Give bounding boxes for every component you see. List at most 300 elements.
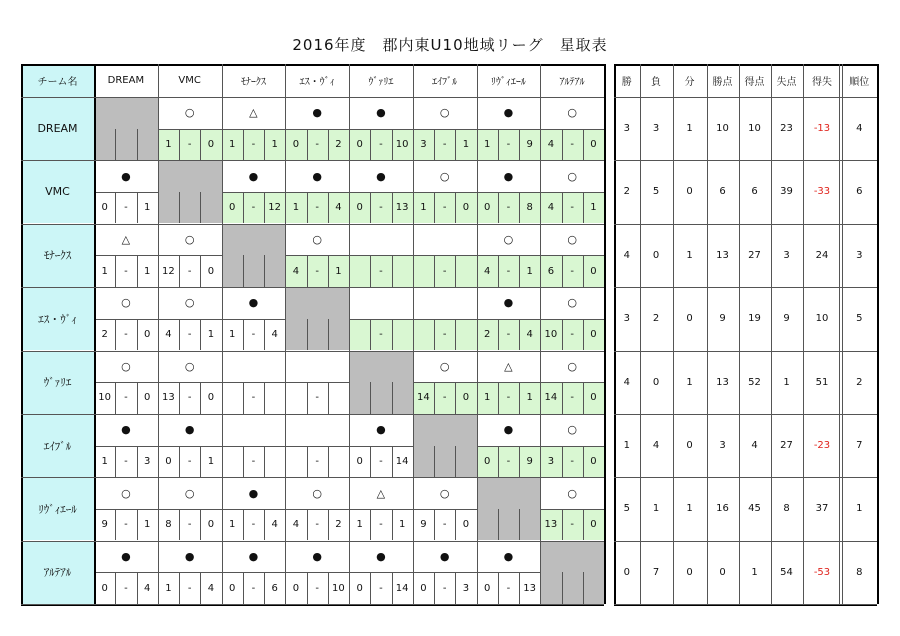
score-against: 1 (143, 519, 151, 531)
stat-value: 16 (716, 503, 729, 515)
score-dash: - (498, 192, 519, 224)
score-dash: - (562, 509, 583, 541)
score-for: 0 (228, 582, 236, 594)
stat-value: 3 (623, 123, 630, 134)
score-against: 0 (583, 255, 604, 287)
grid-line (328, 572, 329, 604)
stat-value: 9 (783, 313, 790, 325)
grid-line (349, 509, 413, 510)
score-for: 9 (101, 519, 108, 531)
stat-value: 7 (856, 440, 863, 451)
grid-line (200, 572, 201, 604)
grid-line (477, 319, 541, 320)
score-dash: - (562, 382, 583, 414)
score-against: 1 (328, 255, 349, 287)
stat-value: 3 (783, 249, 790, 261)
grid-line (222, 192, 286, 193)
score-for: 9 (420, 519, 427, 531)
score-against: 3 (462, 582, 470, 594)
stat-value: 5 (652, 186, 660, 198)
score-against: 4 (519, 319, 540, 351)
stat-value: 39 (780, 186, 793, 198)
stat-value: 4 (652, 440, 660, 451)
grid-line (803, 64, 804, 604)
grid-line (158, 382, 222, 383)
diagonal-cell (349, 382, 370, 414)
grid-line (21, 477, 604, 478)
score-for: 0 (222, 192, 243, 224)
score-against: 9 (519, 129, 540, 161)
grid-line (94, 509, 158, 510)
grid-line (158, 572, 222, 573)
stat-value: 9 (719, 313, 726, 325)
grid-line (434, 382, 435, 414)
score-for: 0 (356, 582, 363, 594)
grid-line (540, 129, 604, 130)
score-dash: - (307, 255, 328, 287)
grid-line (413, 319, 477, 320)
grid-line (370, 572, 371, 604)
grid-line (477, 64, 478, 604)
diagonal-cell (243, 255, 264, 287)
grid-line (264, 382, 265, 414)
header-stat-2: 分 (684, 77, 695, 88)
grid-line (115, 446, 116, 478)
score-dash: - (124, 519, 128, 531)
stat-value: 1 (783, 376, 790, 388)
score-against: 2 (335, 519, 342, 531)
result-symbol: ○ (439, 169, 450, 183)
score-for: 0 (356, 455, 363, 467)
diagonal-cell (498, 509, 519, 541)
score-against: 0 (207, 519, 215, 531)
score-against: 0 (455, 192, 476, 224)
score-dash: - (315, 392, 319, 404)
grid-line (137, 446, 138, 478)
diagonal-cell (285, 287, 349, 319)
grid-line (370, 192, 371, 224)
stat-value: 45 (748, 503, 761, 515)
score-for: 6 (540, 255, 561, 287)
stat-value: 1 (856, 503, 863, 515)
grid-line (519, 255, 520, 287)
score-against: 13 (523, 582, 536, 594)
grid-line (307, 446, 308, 478)
diagonal-cell (413, 414, 477, 446)
result-symbol: ● (121, 169, 131, 183)
grid-line (583, 192, 584, 224)
header-opponent-5: ｴｲﾌﾞﾙ (432, 77, 458, 88)
grid-line (137, 192, 138, 224)
grid-line (434, 192, 435, 224)
header-opponent-7: ｱﾙﾃｱﾙ (559, 77, 585, 88)
score-for: 1 (477, 382, 498, 414)
grid-line (498, 572, 499, 604)
result-symbol: ● (376, 106, 386, 120)
grid-line (519, 129, 520, 161)
stat-value: 6 (719, 186, 726, 198)
grid-line (519, 382, 520, 414)
stat-value: 51 (815, 376, 829, 388)
score-dash: - (562, 129, 583, 161)
score-dash: - (562, 446, 583, 478)
grid-line (562, 319, 563, 351)
grid-line (604, 64, 606, 604)
grid-line (413, 572, 477, 573)
grid-line (614, 287, 877, 288)
grid-line (614, 64, 616, 604)
grid-line (540, 446, 604, 447)
stat-value: 27 (748, 249, 761, 261)
score-for: 3 (413, 129, 434, 161)
grid-line (583, 572, 584, 604)
score-for: 13 (540, 509, 561, 541)
score-against: 8 (519, 192, 540, 224)
result-symbol: ○ (503, 233, 514, 247)
score-against: 1 (583, 192, 604, 224)
score-for: 1 (101, 265, 108, 277)
grid-line (158, 319, 222, 320)
stat-value: 13 (716, 376, 729, 388)
grid-line (179, 255, 180, 287)
score-dash: - (124, 265, 128, 277)
score-against: 3 (143, 455, 151, 467)
score-against (455, 319, 476, 351)
score-against: 14 (395, 582, 409, 594)
stat-value: 2 (652, 313, 660, 325)
grid-line (21, 414, 604, 415)
grid-line (264, 255, 265, 287)
grid-line (614, 351, 877, 352)
diagonal-cell (137, 129, 158, 161)
grid-line (285, 509, 349, 510)
team-name: DREAM (21, 97, 94, 160)
result-symbol: △ (249, 106, 258, 120)
grid-line (519, 509, 520, 541)
stat-value: 1 (652, 503, 660, 515)
grid-line (498, 319, 499, 351)
grid-line (179, 319, 180, 351)
score-dash: - (370, 192, 391, 224)
diagonal-cell (179, 192, 200, 224)
score-dash: - (315, 582, 319, 594)
grid-line (243, 319, 244, 351)
grid-line (264, 509, 265, 541)
grid-line (498, 192, 499, 224)
grid-line (328, 509, 329, 541)
grid-line (498, 509, 499, 541)
grid-line (222, 129, 286, 130)
page-title: 2016年度 郡内東U10地域リーグ 星取表 (292, 36, 608, 54)
result-symbol: ● (376, 169, 386, 183)
grid-line (434, 129, 435, 161)
score-dash: - (562, 255, 583, 287)
header-opponent-3: ｴｽ・ｳﾞｨ (299, 77, 335, 88)
score-dash: - (434, 129, 455, 161)
grid-line (115, 382, 116, 414)
grid-line (707, 64, 708, 604)
result-symbol: ● (503, 169, 514, 183)
grid-line (614, 477, 877, 478)
result-symbol: ○ (567, 423, 577, 437)
grid-line (392, 509, 393, 541)
score-against: 1 (519, 255, 540, 287)
grid-line (540, 319, 604, 320)
score-dash: - (243, 192, 264, 224)
diagonal-cell (562, 572, 583, 604)
grid-line (392, 129, 393, 161)
grid-line (370, 382, 371, 414)
grid-line (455, 446, 456, 478)
grid-line (328, 382, 329, 414)
score-dash: - (442, 519, 447, 531)
result-symbol (222, 414, 286, 446)
header-stat-3: 勝点 (712, 77, 733, 88)
result-symbol (413, 287, 477, 319)
result-symbol: ● (121, 423, 131, 437)
result-symbol: ● (376, 550, 386, 564)
score-against: 6 (271, 582, 278, 594)
grid-line (370, 129, 371, 161)
score-against: 1 (143, 265, 151, 277)
score-against: 1 (398, 519, 406, 531)
result-symbol: ● (248, 550, 259, 564)
grid-line (179, 382, 180, 414)
score-against (264, 446, 285, 478)
result-symbol: ○ (567, 169, 577, 183)
grid-line (94, 572, 158, 573)
result-symbol: ○ (439, 486, 450, 500)
grid-line (328, 192, 329, 224)
grid-line (583, 255, 584, 287)
grid-line (179, 129, 180, 161)
stat-value: 1 (686, 249, 693, 261)
diagonal-cell (264, 255, 285, 287)
stat-value: 0 (623, 566, 630, 578)
grid-line (115, 129, 116, 161)
header-stat-5: 失点 (776, 77, 797, 88)
stat-value: 54 (780, 566, 793, 578)
score-dash: - (379, 582, 383, 594)
grid-line (158, 255, 222, 256)
grid-line (307, 319, 308, 351)
stat-value: 3 (856, 249, 863, 261)
score-dash: - (124, 202, 128, 214)
grid-line (200, 255, 201, 287)
grid-line (222, 382, 286, 383)
score-for: 1 (165, 582, 172, 594)
grid-line (94, 192, 158, 193)
grid-line (583, 319, 584, 351)
diagonal-cell (222, 224, 286, 256)
grid-line (370, 509, 371, 541)
score-against: 0 (462, 519, 470, 531)
score-for: 0 (477, 192, 498, 224)
score-against: 9 (519, 446, 540, 478)
result-symbol: ○ (567, 233, 577, 247)
score-dash: - (434, 382, 455, 414)
header-team: チーム名 (21, 64, 94, 97)
score-dash: - (498, 382, 519, 414)
score-dash: - (442, 582, 447, 594)
grid-line (562, 192, 563, 224)
diagonal-cell (477, 477, 541, 509)
score-for (413, 255, 434, 287)
header-stat-6: 得失 (812, 77, 832, 88)
grid-line (877, 64, 879, 604)
team-name: ﾓﾅｰｸｽ (21, 224, 94, 287)
score-for: 0 (349, 192, 370, 224)
score-for (222, 446, 243, 478)
score-dash: - (187, 392, 192, 404)
diagonal-cell (158, 192, 179, 224)
score-against: 4 (207, 582, 215, 594)
grid-line (477, 446, 541, 447)
score-against: 0 (583, 129, 604, 161)
diagonal-cell (413, 446, 434, 478)
grid-line (614, 604, 877, 605)
score-for: 0 (285, 129, 306, 161)
grid-line (264, 319, 265, 351)
grid-line (158, 129, 222, 130)
diagonal-cell (349, 351, 413, 383)
score-dash: - (251, 328, 256, 340)
result-symbol (285, 351, 349, 383)
header-stat-4: 得点 (744, 77, 765, 88)
grid-line (540, 382, 604, 383)
grid-line (842, 64, 843, 604)
stat-value: 6 (856, 186, 863, 198)
score-for: 0 (101, 202, 108, 214)
score-dash: - (370, 319, 391, 351)
score-for: 0 (165, 455, 172, 467)
result-symbol: ○ (567, 486, 577, 500)
grid-line (137, 255, 138, 287)
result-symbol: ○ (312, 233, 322, 247)
grid-line (307, 509, 308, 541)
grid-line (413, 192, 477, 193)
grid-line (21, 287, 604, 288)
stat-value: 52 (748, 376, 761, 388)
score-against: 14 (395, 455, 409, 467)
score-for: 1 (228, 519, 236, 531)
stat-value: 5 (856, 313, 863, 325)
grid-line (583, 509, 584, 541)
grid-line (94, 382, 158, 383)
score-against: 2 (328, 129, 349, 161)
stat-value: 10 (815, 313, 829, 325)
result-symbol: △ (504, 359, 513, 373)
grid-line (392, 572, 393, 604)
score-for: 0 (477, 446, 498, 478)
grid-line (413, 129, 477, 130)
grid-line (540, 192, 604, 193)
grid-line (392, 382, 393, 414)
stat-value: 0 (686, 313, 693, 325)
stat-value: 37 (815, 503, 829, 515)
grid-line (285, 255, 349, 256)
score-for: 14 (540, 382, 561, 414)
diagonal-cell (583, 572, 604, 604)
grid-line (498, 129, 499, 161)
stat-value: 3 (623, 313, 630, 325)
grid-line (455, 509, 456, 541)
score-for: 1 (222, 129, 243, 161)
grid-line (370, 446, 371, 478)
score-dash: - (434, 319, 455, 351)
grid-line (614, 414, 877, 415)
grid-line (477, 192, 541, 193)
grid-line (285, 572, 349, 573)
grid-line (349, 319, 413, 320)
result-symbol: ● (248, 169, 259, 183)
score-against: 0 (455, 382, 476, 414)
result-symbol: ● (312, 106, 322, 120)
grid-line (264, 129, 265, 161)
score-dash: - (307, 129, 328, 161)
score-for: 1 (356, 519, 363, 531)
grid-line (115, 255, 116, 287)
stat-value: 24 (815, 249, 829, 261)
stat-value: 4 (623, 376, 630, 388)
grid-line (21, 160, 604, 161)
grid-line (285, 129, 349, 130)
result-symbol: ○ (567, 296, 577, 310)
score-for: 4 (540, 192, 561, 224)
result-symbol (349, 287, 413, 319)
header-opponent-1: VMC (178, 75, 201, 86)
result-symbol: ○ (312, 486, 322, 500)
diagonal-cell (540, 572, 561, 604)
grid-line (370, 255, 371, 287)
grid-line (562, 129, 563, 161)
grid-line (243, 572, 244, 604)
grid-line (370, 319, 371, 351)
grid-line (349, 572, 413, 573)
score-against: 4 (328, 192, 349, 224)
grid-line (200, 509, 201, 541)
grid-line (243, 382, 244, 414)
score-against (392, 255, 413, 287)
score-dash: - (506, 582, 511, 594)
result-symbol (349, 224, 413, 256)
result-symbol (413, 224, 477, 256)
grid-line (285, 446, 349, 447)
grid-line (328, 319, 329, 351)
grid-line (21, 604, 604, 605)
grid-line (498, 255, 499, 287)
stat-value: 3 (652, 123, 660, 134)
score-dash: - (307, 192, 328, 224)
score-for: 4 (285, 255, 306, 287)
grid-line (673, 64, 674, 604)
grid-line (307, 382, 308, 414)
score-dash: - (187, 455, 192, 467)
grid-line (264, 446, 265, 478)
result-symbol: ● (184, 423, 195, 437)
grid-line (307, 255, 308, 287)
score-dash: - (251, 455, 256, 467)
diagonal-cell (519, 509, 540, 541)
grid-line (413, 64, 414, 604)
grid-line (614, 541, 877, 542)
grid-line (392, 319, 393, 351)
score-against: 1 (207, 328, 215, 340)
grid-line (562, 572, 563, 604)
grid-line (200, 382, 201, 414)
grid-line (200, 446, 201, 478)
diagonal-cell (222, 255, 243, 287)
